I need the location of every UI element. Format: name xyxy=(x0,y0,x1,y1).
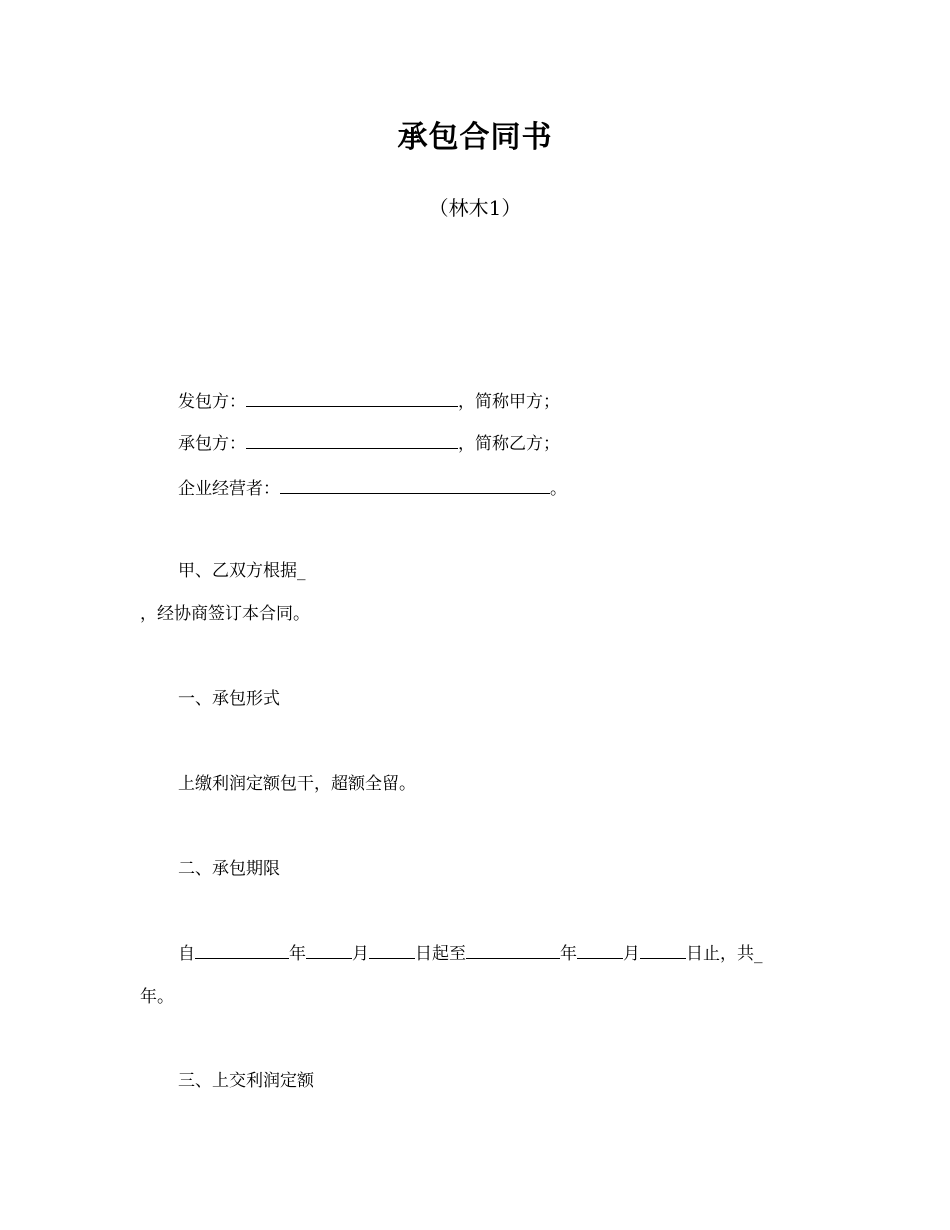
section1-body: 上缴利润定额包干，超额全留。 xyxy=(178,774,416,794)
issuer-suffix: ，简称甲方； xyxy=(458,392,560,412)
issuer-label: 发包方： xyxy=(178,392,246,412)
period-month: 月 xyxy=(352,944,369,964)
operator-suffix: 。 xyxy=(550,479,567,499)
contractor-label: 承包方： xyxy=(178,434,246,454)
end-year-blank xyxy=(466,942,560,959)
intro-line-1: 甲、乙双方根据_ xyxy=(178,561,306,581)
contractor-suffix: ，简称乙方； xyxy=(458,434,560,454)
start-year-blank xyxy=(195,942,289,959)
operator-line xyxy=(178,477,567,500)
issuer-line xyxy=(178,390,560,413)
section1-heading: 一、承包形式 xyxy=(178,689,280,709)
start-month-blank xyxy=(306,942,352,959)
period-wrap: 年。 xyxy=(140,987,174,1007)
start-day-blank xyxy=(369,942,415,959)
operator-blank xyxy=(280,477,550,494)
period-year2: 年 xyxy=(560,944,577,964)
document-title: 承包合同书 xyxy=(397,120,553,155)
operator-label: 企业经营者： xyxy=(178,479,280,499)
contractor-line xyxy=(178,432,560,455)
period-day-to: 日止，共_ xyxy=(686,944,763,964)
end-day-blank xyxy=(640,942,686,959)
issuer-blank xyxy=(246,390,458,407)
period-month2: 月 xyxy=(623,944,640,964)
document-subtitle: （林木1） xyxy=(428,196,522,220)
end-month-blank xyxy=(577,942,623,959)
section3-heading: 三、上交利润定额 xyxy=(178,1071,314,1091)
period-year: 年 xyxy=(289,944,306,964)
period-day-from: 日起至 xyxy=(415,944,466,964)
intro-line-2: ，经协商签订本合同。 xyxy=(140,604,310,624)
contractor-blank xyxy=(246,432,458,449)
period-from: 自 xyxy=(178,944,195,964)
period-line xyxy=(178,942,763,965)
section2-heading: 二、承包期限 xyxy=(178,859,280,879)
